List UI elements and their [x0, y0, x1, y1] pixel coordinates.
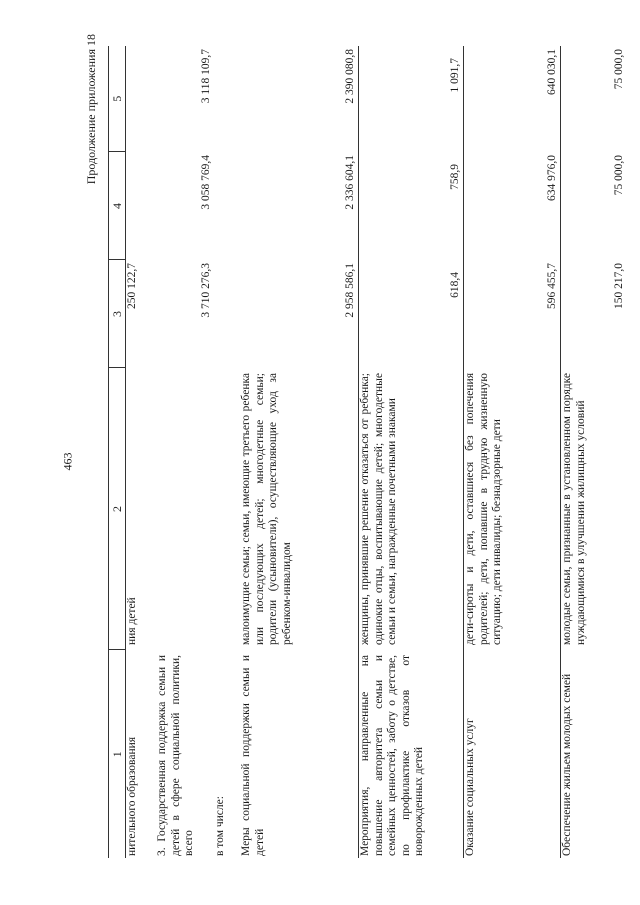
row-recipients: малоимущие семьи; семьи, имеющие третьего ребенка или последующих детей; многодетные семьи; родители (усыновители), осуществляющие уход за ребенком-инвалидом [240, 373, 293, 645]
header-cell-3: 3 [109, 260, 126, 368]
row-recipients: молодые семьи, признанные в установленном порядке нуждающимися в улучшении жилищных условий [561, 368, 628, 650]
row-value-col4: 2 336 604,1 [344, 155, 357, 210]
row-value-col4: 3 058 769,4 [200, 155, 213, 210]
table-row [240, 46, 359, 858]
row-value-col5 [214, 46, 240, 152]
row-value-col5: 3 118 109,7 [200, 49, 213, 104]
header-cell-5: 5 [109, 46, 126, 152]
row-recipients: женщины, принявшие решение отказаться от ребенка; одинокие отцы, воспитывающие детей; многодетные семьи и семьи, награжденные почетными знаками [359, 368, 464, 650]
rotated-table-block [108, 46, 626, 858]
row-name: 3. Государственная поддержка семьи и детей в сфере социальной политики, всего [156, 655, 196, 856]
row-name: Мероприятия, направленные на повышение авторитета семьи и семейных ценностей, заботу о детстве, по профилактике отказов от новорожденных детей [359, 650, 464, 858]
page-number: 463 [60, 452, 75, 471]
header-cell-4: 4 [109, 152, 126, 260]
row-name: Меры социальной поддержки семьи и детей [240, 655, 266, 856]
row-name: Обеспечение жильем молодых семей [561, 650, 628, 858]
row-name: нительного образования [126, 736, 138, 856]
row-value-col4 [126, 152, 157, 260]
appendix-caption: Продолжение приложения 18 [84, 34, 98, 185]
table-row [359, 46, 464, 858]
table-row [126, 46, 157, 858]
row-recipients [156, 368, 214, 650]
row-value-col3: 2 958 586,1 [344, 263, 357, 318]
row-name: Оказание социальных услуг [464, 650, 561, 858]
row-value-col3: 250 122,7 [126, 263, 138, 309]
header-cell-1: 1 [109, 650, 126, 858]
row-value-col3: 3 710 276,3 [200, 263, 213, 318]
row-value-col5: 2 390 080,8 [344, 49, 357, 104]
table-row [464, 46, 561, 858]
row-recipients [214, 368, 240, 650]
row-value-col4 [214, 152, 240, 260]
row-value-col3: 596 455,7 [464, 260, 561, 368]
table-row [214, 46, 240, 858]
row-value-col4: 634 976,0 [464, 152, 561, 260]
row-value-col3 [214, 260, 240, 368]
row-value-col4: 75 000,0 [561, 152, 628, 260]
header-cell-2: 2 [109, 368, 126, 650]
row-name: в том числе: [214, 796, 226, 856]
header-row [109, 46, 126, 858]
row-value-col5: 75 000,0 [561, 46, 628, 152]
row-recipients: дети-сироты и дети, оставшиеся без попечения родителей; дети, попавшие в трудную жизненную ситуацию; дети инвалиды; безнадзорные дети [464, 368, 561, 650]
budget-table [108, 46, 627, 858]
table-row [156, 46, 214, 858]
row-value-col5: 640 030,1 [464, 46, 561, 152]
row-recipients: ния детей [126, 597, 138, 645]
row-value-col4: 758,9 [359, 152, 464, 260]
row-value-col5: 1 091,7 [359, 46, 464, 152]
row-value-col3: 618,4 [359, 260, 464, 368]
row-value-col3: 150 217,0 [561, 260, 628, 368]
row-value-col5 [126, 46, 157, 152]
table-row [561, 46, 628, 858]
